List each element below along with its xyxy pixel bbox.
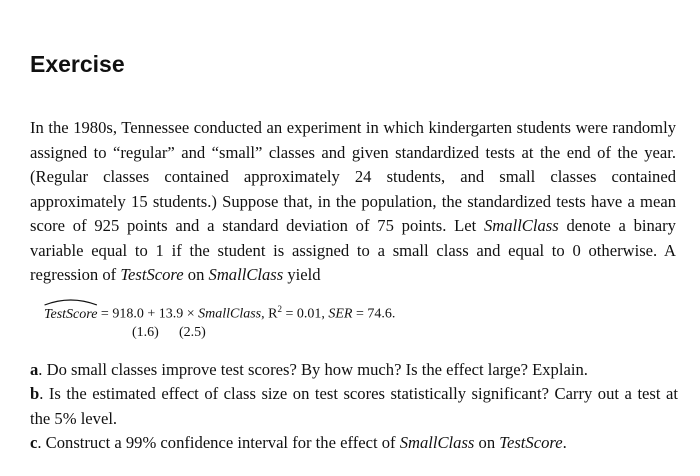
question-label: c	[30, 433, 38, 452]
intro-line: end of the year. (Regular classes contained approximately 24 students, and small	[30, 142, 676, 186]
regression-equation	[44, 300, 395, 324]
question-a	[30, 358, 678, 383]
question-text: . Construct a 99% confidence interval for the effect of	[37, 433, 400, 452]
r-squared-exponent: 2	[277, 304, 282, 314]
ser-value: = 74.6.	[352, 306, 396, 322]
intro-line: yield	[283, 265, 321, 284]
question-label: b	[30, 384, 40, 403]
standard-error-slope: (2.5)	[179, 325, 206, 340]
question-b	[30, 382, 678, 431]
question-text: . Is the estimated effect of class size on test scores statistically significant? Carry out	[39, 384, 620, 403]
r-squared-label: , R	[261, 306, 278, 322]
variable-testscore: TestScore	[120, 265, 184, 284]
intro-line: standardized tests have a mean score of 925 points and a standard deviation of 75	[30, 191, 676, 235]
intro-line: on	[183, 265, 209, 284]
equation-lhs: TestScore	[44, 306, 98, 322]
question-label: a	[30, 360, 39, 379]
variable-smallclass: SmallClass	[399, 433, 475, 452]
question-text: .	[562, 433, 567, 452]
question-c	[30, 431, 678, 456]
question-text: a test at the 5% level.	[30, 384, 678, 428]
question-text: on	[474, 433, 500, 452]
intro-line: a small class and equal to 0 otherwise. A regression of	[30, 240, 676, 284]
ser-label: SER	[328, 306, 353, 322]
intro-line: points. Let	[401, 216, 484, 235]
r-squared-value: = 0.01,	[281, 306, 329, 322]
equation-coefficients: = 918.0 + 13.9 ×	[97, 306, 199, 322]
standard-error-intercept: (1.6)	[132, 325, 159, 340]
equation-variable: SmallClass	[198, 306, 262, 322]
intro-paragraph	[30, 116, 676, 288]
hat-accent-icon	[44, 298, 97, 306]
intro-line: denote a binary variable equal to 1 if the student is assigned to	[30, 216, 676, 260]
variable-testscore: TestScore	[499, 433, 563, 452]
intro-line: randomly assigned to “regular” and “small” classes and given standardized tests at the	[30, 118, 676, 162]
intro-line: In the 1980s, Tennessee conducted an experiment in which kindergarten students were	[30, 118, 608, 137]
question-text: . Do small classes improve test scores? By how much? Is the effect large? Explain.	[38, 360, 588, 379]
intro-line: classes contained approximately 15 students.) Suppose that, in the population, the	[30, 167, 677, 211]
estimated-testscore	[44, 306, 97, 324]
exercise-title: Exercise	[30, 51, 125, 77]
variable-smallclass: SmallClass	[484, 216, 559, 235]
variable-smallclass: SmallClass	[208, 265, 284, 284]
